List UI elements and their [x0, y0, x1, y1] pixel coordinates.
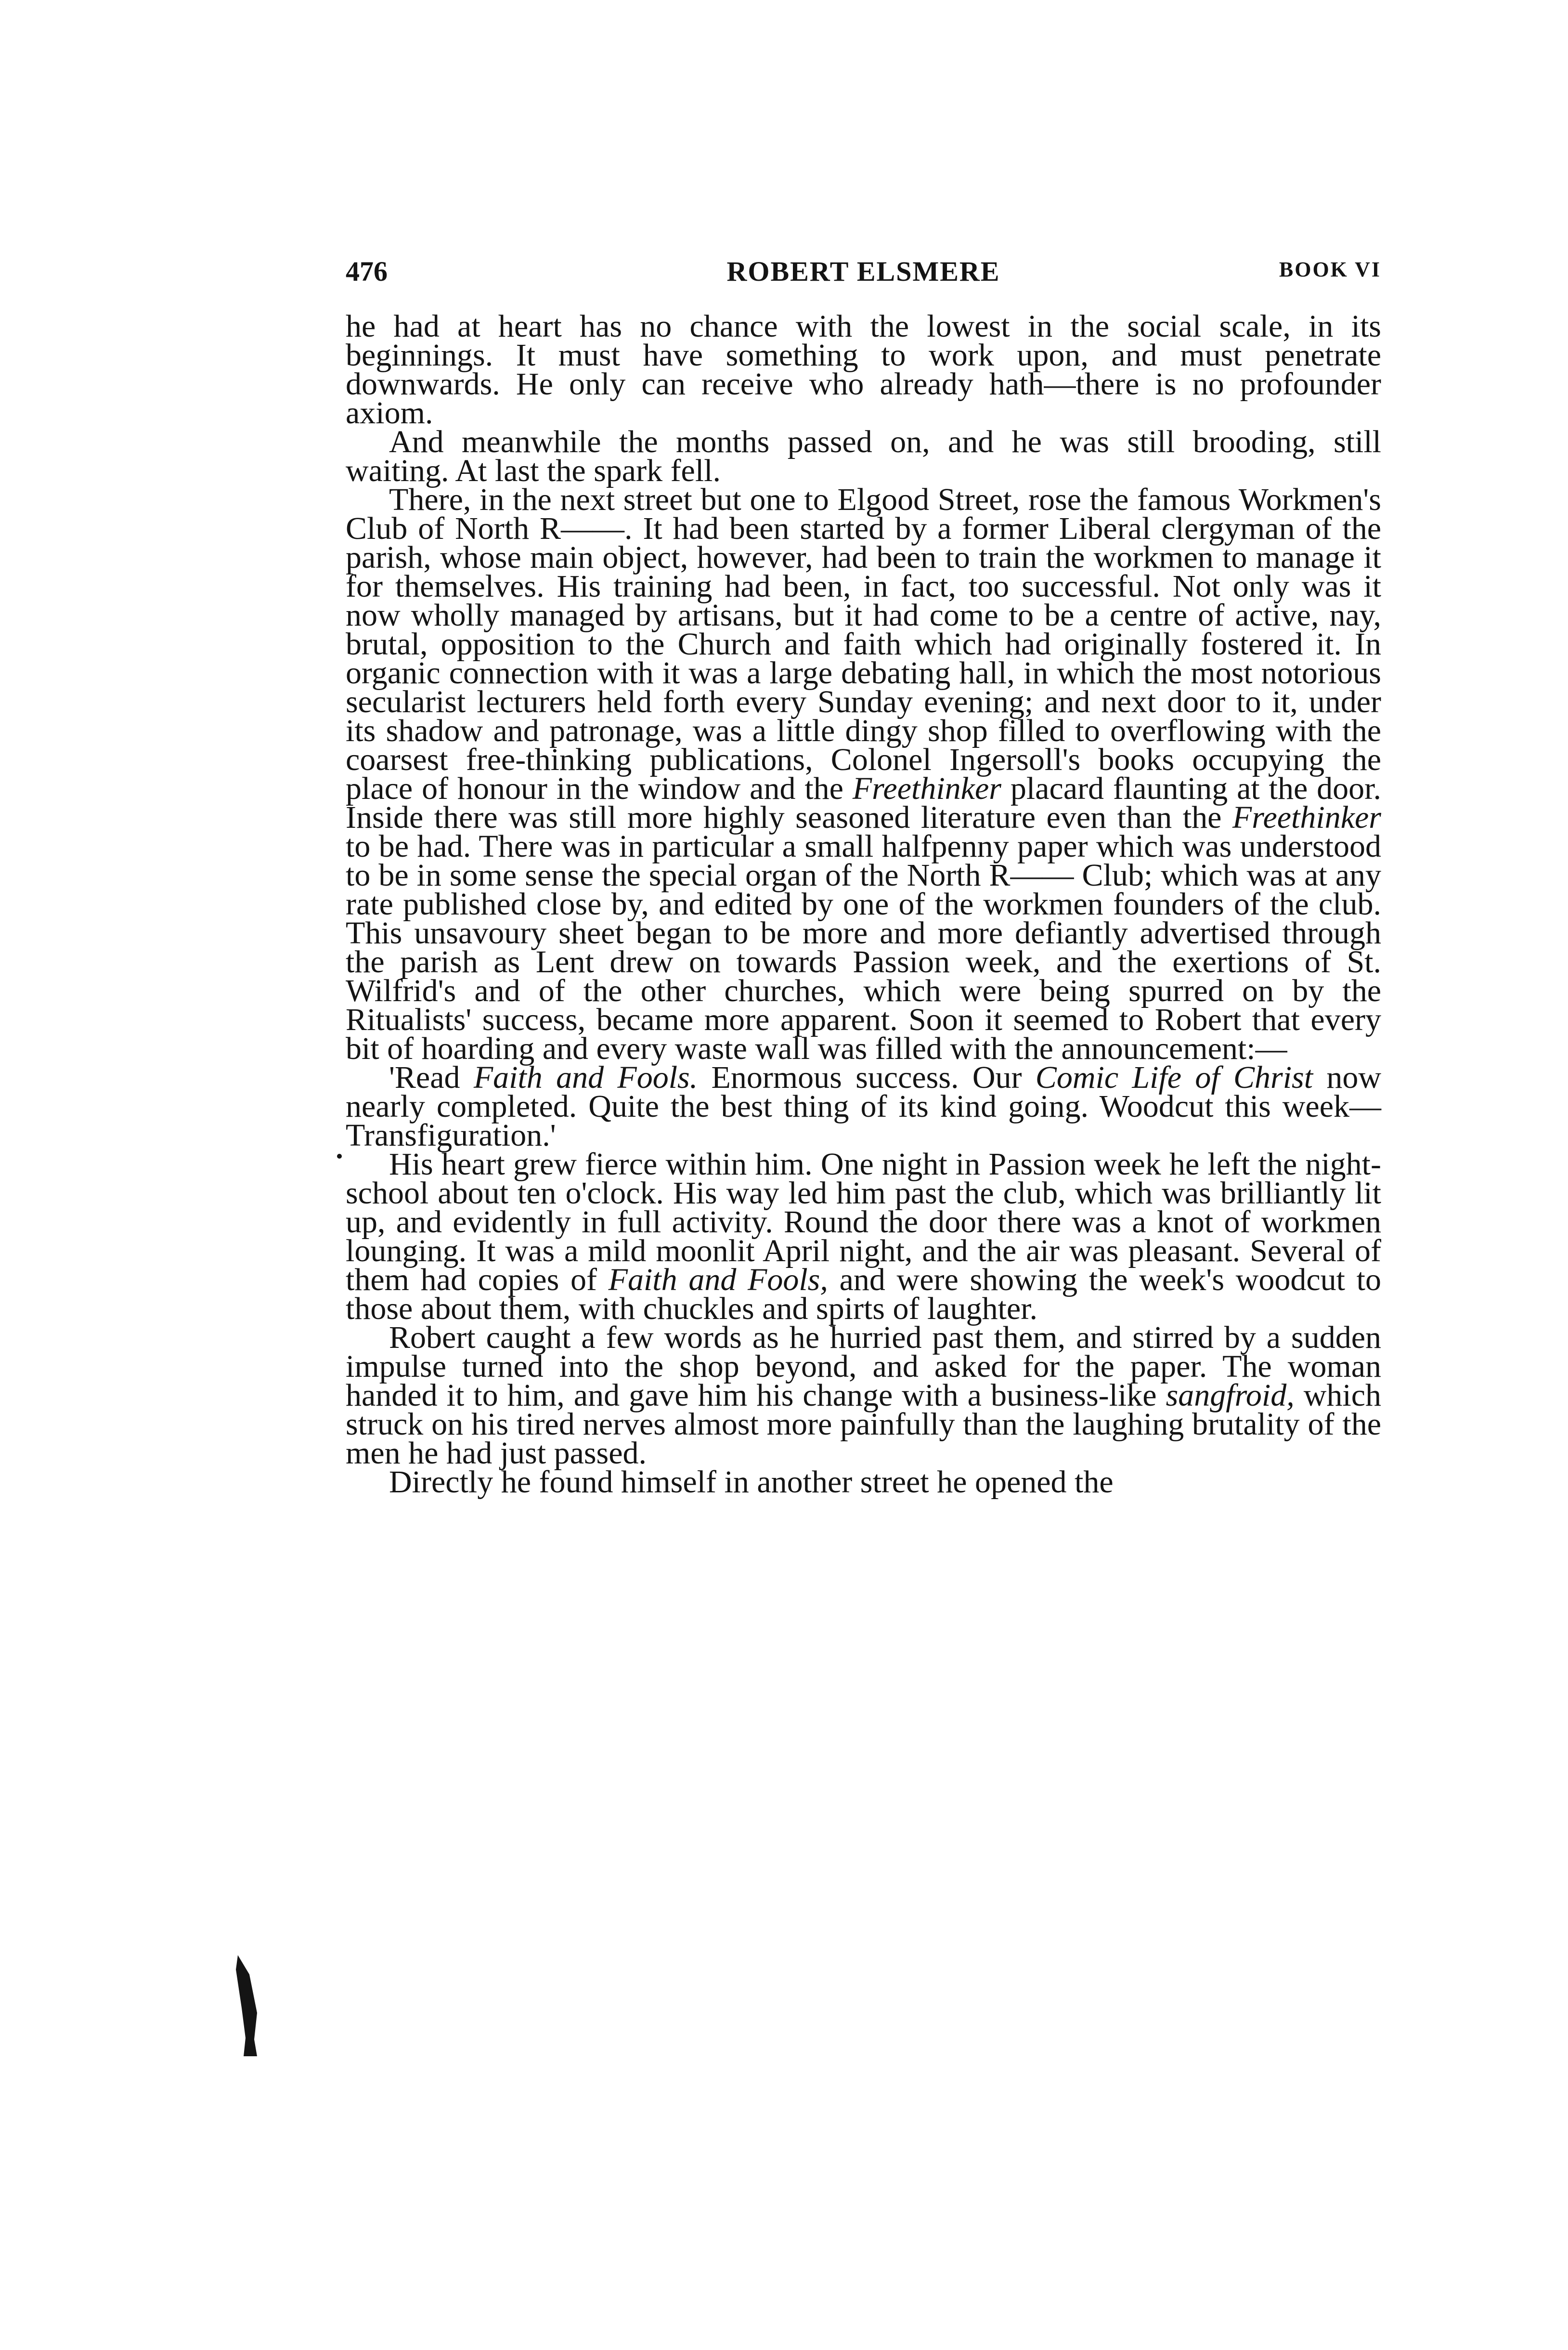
page-number: 476 — [346, 256, 388, 287]
paragraph: And meanwhile the months passed on, and he was still brooding, still waiting. At last the spark fell. — [346, 424, 1381, 488]
italic-title: Faith and Fools, — [608, 1262, 828, 1297]
text-run: to be had. There was in particular a small halfpenny paper which was understood to be in some sense the special organ of the North R—— Club; which was at any rate published close by, and edited by one of the workmen founders of the club. This unsavoury sheet began to be more and more defiantly advertised through the parish as Lent drew on towards Passion week, and the exertions of St. Wilfrid's and of the other churches, which were being spurred on by the Ritualists' success, became more apparent. Soon it seemed to Robert that every bit of hoarding and every waste wall was filled with the announcement:— — [346, 829, 1381, 1066]
text-run: His heart grew fierce within him. One night in Passion week he left the night-school about ten o'clock. His way led him past the club, which was brilliantly lit up, and evidently in full activity. Round the door there was a knot of workmen lounging. It was a mild moonlit April night, and the air was pleasant. Several of them had copies of — [346, 1147, 1381, 1297]
text-run: which struck on his tired nerves almost more painfully than the laughing brutality of the men he had just passed. — [346, 1378, 1382, 1471]
paragraph: Directly he found himself in another street he opened the — [389, 1464, 1114, 1500]
book-label: BOOK VI — [1279, 258, 1381, 281]
italic-title: Freethinker — [852, 771, 1001, 806]
running-title: ROBERT ELSMERE — [726, 256, 1000, 287]
text-run: placard flaunting at the door. Inside there was still more highly seasoned literature even than the — [346, 771, 1381, 835]
paragraph — [346, 482, 1381, 1066]
paragraph — [346, 1147, 1382, 1326]
running-header — [346, 255, 1381, 299]
paragraph — [346, 1060, 1382, 1153]
text-run: Enormous success. Our — [711, 1060, 1022, 1095]
italic-title: Comic Life of Christ — [1035, 1060, 1313, 1095]
italic-title: Faith and Fools. — [473, 1060, 698, 1095]
paragraph: he had at heart has no chance with the lowest in the social scale, in its beginnings. It must have something to work upon, and must penetrate downwards. He only can receive who already hath—there is no profounder axiom. — [346, 309, 1381, 431]
text-run: 'Read — [389, 1060, 460, 1095]
text-run: Robert caught a few words as he hurried past them, and stirred by a sudden impulse turned into the shop beyond, and asked for the paper. The woman handed it to him, and gave him his change with a business-like — [346, 1320, 1381, 1413]
text-run: now nearly completed. Quite the best thing of its kind going. Woodcut this week—Transfiguration.' — [346, 1060, 1382, 1153]
margin-dot — [337, 1154, 342, 1159]
body-text — [346, 309, 1382, 1500]
italic-word: sangfroid, — [1166, 1378, 1295, 1413]
text-run: and were showing the week's woodcut to those about them, with chuckles and spirts of laughter. — [346, 1262, 1382, 1326]
text-run: There, in the next street but one to Elgood Street, rose the famous Workmen's Club of North R——. It had been started by a former Liberal clergyman of the parish, whose main object, however, had been to train the workmen to manage it for themselves. His training had been, in fact, too successful. Not only was it now wholly managed by artisans, but it had come to be a centre of active, nay, brutal, opposition to the Church and faith which had originally fostered it. In organic connection with it was a large debating hall, in which the most notorious secularist lecturers held forth every Sunday evening; and next door to it, under its shadow and patronage, was a little dingy shop filled to overflowing with the coarsest free-thinking publications, Colonel Ingersoll's books occupying the place of honour in the window and the — [346, 482, 1381, 806]
paragraph — [346, 1320, 1382, 1471]
margin-ink-mark-icon — [235, 1955, 264, 2056]
italic-title: Freethinker — [1232, 800, 1381, 835]
